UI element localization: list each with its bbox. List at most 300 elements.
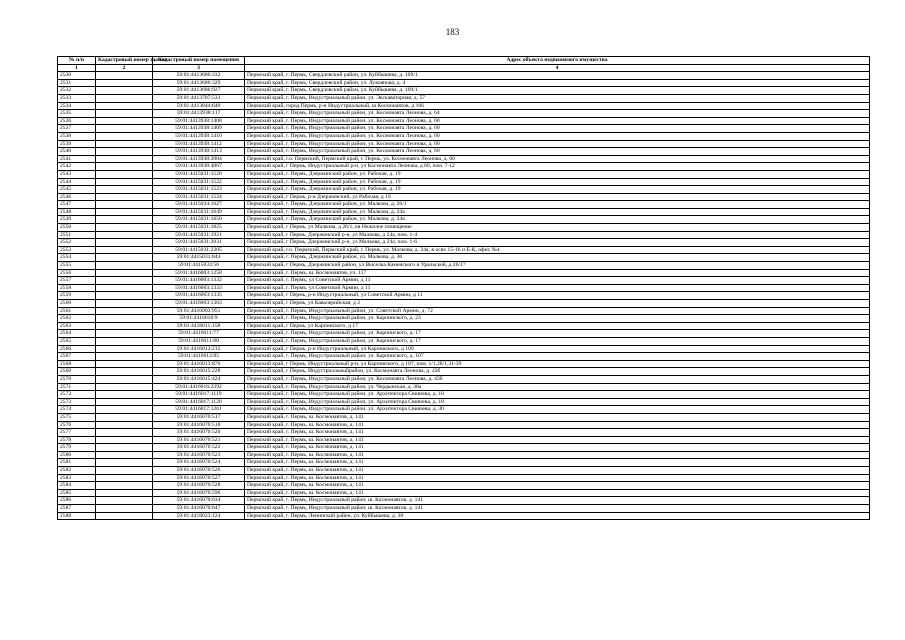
premises-cadastral-cell: 59:01:4416070:647 [153,505,245,513]
building-cadastral-cell [96,315,153,323]
building-cadastral-cell [96,451,153,459]
building-cadastral-cell [96,284,153,292]
premises-cadastral-cell: 59:01:4413938:3904 [153,155,245,163]
address-cell: Пермский край, г. Пермь, Индустриальный район, ул. Карпинского, д. 107 [245,353,870,361]
address-cell: Пермский край, г. Пермь, Индустриальный район, ул. Архитектора Свиязева, д. 30 [245,406,870,414]
building-cadastral-cell [96,383,153,391]
address-cell: Пермский край, г Пермь, р-н Дзержинский, ул Рабочая, д 19 [245,193,870,201]
address-cell: Пермский край, г. Пермь, Индустриальный район, ул. Карпинского, д. 23 [245,315,870,323]
building-cadastral-cell [96,231,153,239]
row-number: 2572 [58,391,96,399]
premises-cadastral-cell: 59:01:4416011:80 [153,337,245,345]
table-row [58,292,870,300]
premises-cadastral-cell: 59:01:4416017:1261 [153,406,245,414]
table-row [58,87,870,95]
address-cell: Пермский край, г. Пермь, Индустриальный район, ул. Космонавта Леонова, д. 60 [245,125,870,133]
building-cadastral-cell [96,79,153,87]
address-cell: Пермский край, г. Пермь, Свердловский район, ул. Куйбышева, д. 169/1 [245,72,870,80]
premises-cadastral-cell: 59:01:4413938:1412 [153,140,245,148]
building-cadastral-cell [96,512,153,520]
table-row [58,451,870,459]
building-cadastral-cell [96,345,153,353]
table-row [58,79,870,87]
address-cell: Пермский край, г Пермь, ул Карпинского, д 17 [245,322,870,330]
premises-cadastral-cell: 59:01:4413844:640 [153,102,245,110]
address-cell: Пермский край, г. Пермь, Индустриальный район, ул. Чердынская, д. 38а [245,383,870,391]
address-cell: Пермский край, г. Пермь, Свердловский район, ул. Куйбышева, д. 169/1 [245,87,870,95]
premises-cadastral-cell: 59:01:4415031:1520 [153,170,245,178]
address-cell: Пермский край, г. Пермь, Индустриальный район, ул. Космонавта Леонова, д. 60 [245,117,870,125]
column-index-row [58,64,870,72]
premises-cadastral-cell: 59:01:4416070:596 [153,489,245,497]
row-number: 2539 [58,140,96,148]
row-number: 2549 [58,216,96,224]
address-cell: Пермский край, г. Пермь, Индустриальный район, ул. Карпинского, д. 17 [245,337,870,345]
building-cadastral-cell [96,421,153,429]
premises-cadastral-cell: 59:01:4416003:1332 [153,277,245,285]
address-cell: Пермский край, г. Пермь, Свердловский район, ул. Лукоянова, д. 4 [245,79,870,87]
row-number: 2534 [58,102,96,110]
premises-cadastral-cell: 59:01:4413686:329 [153,79,245,87]
premises-cadastral-cell: 59:01:4415031:1825 [153,224,245,232]
table-row [58,383,870,391]
table-row [58,284,870,292]
row-number: 2533 [58,94,96,102]
address-cell: Пермский край, г. Пермь, ш. Космонавтов, д. 141 [245,459,870,467]
premises-cadastral-cell: 59:01:4416015:228 [153,368,245,376]
table-row [58,482,870,490]
table-row [58,125,870,133]
premises-cadastral-cell: 59:01:4416017:1119 [153,391,245,399]
building-cadastral-cell [96,254,153,262]
table-row [58,398,870,406]
building-cadastral-cell [96,337,153,345]
row-number: 2547 [58,201,96,209]
table-row [58,117,870,125]
premises-cadastral-cell: 59:01:4416013:876 [153,360,245,368]
building-cadastral-cell [96,178,153,186]
building-cadastral-cell [96,398,153,406]
building-cadastral-cell [96,170,153,178]
address-cell: Пермский край, г. Пермь, ш. Космонавтов, д. 141 [245,467,870,475]
row-number: 2588 [58,512,96,520]
address-cell: Пермский край, г. Пермь, ш. Космонавтов, д. 141 [245,429,870,437]
address-cell: Пермский край, г Пермь, р-н Индустриальный, ул Советской Армии, д 11 [245,292,870,300]
header-row [58,57,870,65]
row-number: 2565 [58,337,96,345]
premises-cadastral-cell: 59:01:4413938:1410 [153,132,245,140]
table-row [58,436,870,444]
building-cadastral-cell [96,368,153,376]
table-row [58,512,870,520]
table-row [58,489,870,497]
table-row [58,208,870,216]
table-row [58,110,870,118]
table-row [58,429,870,437]
address-cell: Пермский край, г. Пермь, Дзержинский район, ул. Рабочая, д. 19 [245,186,870,194]
table-row [58,505,870,513]
premises-cadastral-cell: 59:01:4413938:1413 [153,148,245,156]
table-row [58,307,870,315]
building-cadastral-cell [96,246,153,254]
row-number: 2566 [58,345,96,353]
premises-cadastral-cell: 59:01:4416070:528 [153,482,245,490]
row-number: 2538 [58,132,96,140]
row-number: 2577 [58,429,96,437]
building-cadastral-cell [96,163,153,171]
row-number: 2544 [58,178,96,186]
premises-cadastral-cell: 59:01:4415031:2031 [153,239,245,247]
building-cadastral-cell [96,155,153,163]
row-number: 2568 [58,360,96,368]
premises-cadastral-cell: 59:01:4416003:1258 [153,269,245,277]
building-cadastral-cell [96,94,153,102]
premises-cadastral-cell: 59:01:4416015:424 [153,375,245,383]
building-cadastral-cell [96,117,153,125]
table-row [58,337,870,345]
row-number: 2586 [58,497,96,505]
address-cell: Пермский край, г Пермь, ул Кавалерийская, д 2 [245,300,870,308]
address-cell: Пермский край, г. Пермь, Ленинский район, ул. Куйбышева, д. 38 [245,512,870,520]
premises-cadastral-cell: 59:01:4416013:85 [153,353,245,361]
premises-cadastral-cell: 59:01:4416070:524 [153,459,245,467]
row-number: 2558 [58,284,96,292]
row-number: 2535 [58,110,96,118]
table-row [58,132,870,140]
row-number: 2582 [58,467,96,475]
table-row [58,315,870,323]
premises-cadastral-cell: 59:01:4416070:526 [153,467,245,475]
table-row [58,421,870,429]
premises-cadastral-cell: 59:01:4415031:2205 [153,246,245,254]
premises-cadastral-cell: 59:01:4416070:517 [153,413,245,421]
address-cell: Пермский край, г. Пермь, Индустриальный район, ул. Экскаваторная, д. 57 [245,94,870,102]
table-row [58,224,870,232]
row-number: 2542 [58,163,96,171]
table-row [58,163,870,171]
building-cadastral-cell [96,406,153,414]
building-cadastral-cell [96,436,153,444]
premises-cadastral-cell: 59:01:4416003:1363 [153,300,245,308]
header-num: № п/п [58,57,96,65]
address-cell: Пермский край, г Пермь, Индустриальныйрайон, ул. Космонавта Леонова, д. 43б [245,368,870,376]
row-number: 2557 [58,277,96,285]
address-cell: Пермский край, г. Пермь, ул Советской Армии, д 11 [245,277,870,285]
building-cadastral-cell [96,140,153,148]
building-cadastral-cell [96,429,153,437]
row-number: 2530 [58,72,96,80]
address-cell: Пермский край, г. Пермь, Индустриальный район, ул. Космонавта Леонова, д. 60 [245,140,870,148]
premises-cadastral-cell: 59:01:4416070:527 [153,474,245,482]
row-number: 2555 [58,262,96,270]
building-cadastral-cell [96,208,153,216]
row-number: 2546 [58,193,96,201]
premises-cadastral-cell: 59:01:4416070:523 [153,451,245,459]
table-row [58,406,870,414]
header-building-cadastral: Кадастровый номер здания [96,57,153,65]
premises-cadastral-cell: 59:01:4416070:521 [153,436,245,444]
row-number: 2559 [58,292,96,300]
row-number: 2570 [58,375,96,383]
building-cadastral-cell [96,125,153,133]
building-cadastral-cell [96,300,153,308]
address-cell: Пермский край, г. Пермь, Индустриальный район, ул. Советской Армии, д. 72 [245,307,870,315]
column-index: 1 [58,64,96,72]
premises-cadastral-cell: 59:01:4413938:4067 [153,163,245,171]
premises-cadastral-cell: 59:01:4418023:124 [153,512,245,520]
premises-cadastral-cell: 59:01:4416003:951 [153,307,245,315]
row-number: 2569 [58,368,96,376]
row-number: 2573 [58,398,96,406]
row-number: 2584 [58,482,96,490]
building-cadastral-cell [96,413,153,421]
address-cell: Пермский край, г Пермь, Индустриальный р-н, ул Космонавта Леонова, д 60, пом. 7-12 [245,163,870,171]
building-cadastral-cell [96,201,153,209]
premises-cadastral-cell: 59:01:4416003:1333 [153,284,245,292]
row-number: 2540 [58,148,96,156]
property-registry-table [57,56,870,520]
table-row [58,300,870,308]
premises-cadastral-cell: 59:01:4413686:332 [153,72,245,80]
table-row [58,72,870,80]
row-number: 2576 [58,421,96,429]
table-row [58,360,870,368]
table-row [58,170,870,178]
row-number: 2581 [58,459,96,467]
premises-cadastral-cell: 59:01:4413938:1409 [153,125,245,133]
row-number: 2587 [58,505,96,513]
header-address: Адрес объекта недвижимого имущества [245,57,870,65]
table-row [58,246,870,254]
row-number: 2578 [58,436,96,444]
table-row [58,345,870,353]
address-cell: Пермский край, г. Пермь, Дзержинский район, ул. Малкова, д. 30 [245,254,870,262]
building-cadastral-cell [96,102,153,110]
address-cell: Пермский край, г. Пермь, Дзержинский район, ул. Рабочая, д. 19 [245,178,870,186]
address-cell: Пермский край, г Пермь, Индустриальный р-н, ул Карпинского, д 107, пом. 1/1,28/1,31-39 [245,360,870,368]
table-row [58,231,870,239]
address-cell: Пермский край, г. Пермь, Индустриальный район, ул. Космонавта Леонова, д. 60 [245,132,870,140]
building-cadastral-cell [96,72,153,80]
address-cell: Пермский край, г. Пермь, ш. Космонавтов, д. 141 [245,482,870,490]
column-index: 4 [245,64,870,72]
address-cell: Пермский край, г.о. Пермский, Пермский край, г. Пермь, ул. Космонавта Леонова, д. 60 [245,155,870,163]
premises-cadastral-cell: 59:01:4416003:1335 [153,292,245,300]
address-cell: Пермский край, г. Пермь, Индустриальный район, ул. Карпинского, д. 17 [245,330,870,338]
building-cadastral-cell [96,224,153,232]
address-cell: Пермский край, г. Пермь, Дзержинский район, ул. Малкова, д. 24а [245,208,870,216]
address-cell: Пермский край, г. Пермь, Индустриальный район, ш. Космонавтов, д. 141 [245,497,870,505]
row-number: 2567 [58,353,96,361]
table-body [58,72,870,520]
address-cell: Пермский край, г.о. Пермский, Пермский край, г. Пермь, ул. Малкова, д. 24а, в осях 15-16 и Е-К, офис №4 [245,246,870,254]
building-cadastral-cell [96,391,153,399]
table-row [58,330,870,338]
row-number: 2560 [58,300,96,308]
address-cell: Пермский край, г. Пермь, Дзержинский район, ул. Малкова, д. 26/1 [245,201,870,209]
premises-cadastral-cell: 59:01:4416016:2392 [153,383,245,391]
building-cadastral-cell [96,467,153,475]
row-number: 2574 [58,406,96,414]
table-row [58,444,870,452]
address-cell: Пермский край, г. Пермь, Индустриальный район, ул. Космонавта Леонова, д. 60 [245,148,870,156]
premises-cadastral-cell: 59:01:4415033:56 [153,262,245,270]
building-cadastral-cell [96,269,153,277]
row-number: 2564 [58,330,96,338]
address-cell: Пермский край, г. Пермь, Индустриальный район, ул. Архитектора Свиязева, д. 18 [245,391,870,399]
row-number: 2579 [58,444,96,452]
building-cadastral-cell [96,307,153,315]
address-cell: Пермский край, г. Пермь, ш. Космонавтов, уч. 117 [245,269,870,277]
table-row [58,459,870,467]
building-cadastral-cell [96,360,153,368]
row-number: 2575 [58,413,96,421]
building-cadastral-cell [96,186,153,194]
premises-cadastral-cell: 59:01:4416070:518 [153,421,245,429]
address-cell: Пермский край, г. Пермь, ш. Космонавтов, д. 141 [245,413,870,421]
premises-cadastral-cell: 59:01:4415031:844 [153,254,245,262]
row-number: 2551 [58,231,96,239]
row-number: 2563 [58,322,96,330]
address-cell: Пермский край, г. Пермь, Индустриальный район, ул. Космонавта Леонова, д. 43б [245,375,870,383]
address-cell: Пермский край, город Пермь, р-н Индустриальный, ш Космонавтов, д 166 [245,102,870,110]
premises-cadastral-cell: 59:01:4416011:77 [153,330,245,338]
column-index: 2 [96,64,153,72]
row-number: 2537 [58,125,96,133]
table-row [58,148,870,156]
address-cell: Пермский край, г. Пермь, ш. Космонавтов, д. 141 [245,421,870,429]
table-row [58,375,870,383]
address-cell: Пермский край, г. Пермь, Индустриальный район, ш. Космонавтов, д. 141 [245,505,870,513]
table-row [58,140,870,148]
address-cell: Пермский край, г. Пермь, Дзержинский район, ул. Малкова, д. 24а [245,216,870,224]
row-number: 2571 [58,383,96,391]
table-row [58,216,870,224]
premises-cadastral-cell: 59:01:4415031:1649 [153,208,245,216]
row-number: 2556 [58,269,96,277]
table-row [58,102,870,110]
building-cadastral-cell [96,277,153,285]
table-row [58,254,870,262]
row-number: 2536 [58,117,96,125]
premises-cadastral-cell: 59:01:4415031:1523 [153,186,245,194]
address-cell: Пермский край, г. Пермь, ш. Космонавтов, д. 141 [245,436,870,444]
building-cadastral-cell [96,193,153,201]
address-cell: Пермский край, г. Пермь, ш. Космонавтов, д. 141 [245,489,870,497]
table-row [58,353,870,361]
premises-cadastral-cell: 59:01:4413686:927 [153,87,245,95]
premises-cadastral-cell: 59:01:4413787:533 [153,94,245,102]
building-cadastral-cell [96,444,153,452]
address-cell: Пермский край, г. Пермь, ш. Космонавтов, д. 141 [245,444,870,452]
table-row [58,497,870,505]
address-cell: Пермский край, г Пермь, р-н Индустриальный, ул Карпинского, д 109 [245,345,870,353]
table-row [58,155,870,163]
address-cell: Пермский край, г. Пермь, ш. Космонавтов, д. 141 [245,474,870,482]
table-row [58,391,870,399]
premises-cadastral-cell: 59:01:4416070:520 [153,429,245,437]
building-cadastral-cell [96,482,153,490]
building-cadastral-cell [96,216,153,224]
header-premises-cadastral: Кадастровый номер помещения [153,57,245,65]
premises-cadastral-cell: 59:01:4415031:1524 [153,193,245,201]
row-number: 2548 [58,208,96,216]
building-cadastral-cell [96,132,153,140]
premises-cadastral-cell: 59:01:4416010:9 [153,315,245,323]
column-index: 3 [153,64,245,72]
row-number: 2585 [58,489,96,497]
building-cadastral-cell [96,262,153,270]
table-row [58,368,870,376]
address-cell: Пермский край, г. Пермь, Индустриальный район, ул. Космонавта Леонова, д. 64 [245,110,870,118]
row-number: 2545 [58,186,96,194]
table-row [58,277,870,285]
row-number: 2562 [58,315,96,323]
premises-cadastral-cell: 59:01:4415031:1921 [153,231,245,239]
address-cell: Пермский край, г. Пермь, Индустриальный район, ул. Архитектора Свиязева, д. 18 [245,398,870,406]
premises-cadastral-cell: 59:01:4416017:1120 [153,398,245,406]
row-number: 2543 [58,170,96,178]
premises-cadastral-cell: 59:01:4416070:522 [153,444,245,452]
building-cadastral-cell [96,110,153,118]
building-cadastral-cell [96,474,153,482]
row-number: 2541 [58,155,96,163]
address-cell: Пермский край, г Пермь, ул Малкова, д 26/1, кв Нежилое помещение [245,224,870,232]
row-number: 2531 [58,79,96,87]
building-cadastral-cell [96,489,153,497]
table-row [58,201,870,209]
table-row [58,239,870,247]
row-number: 2583 [58,474,96,482]
premises-cadastral-cell: 59:01:4413938:117 [153,110,245,118]
address-cell: Пермский край, г Пермь, Дзержинский район, ул Выселка Каменского и Уральской, д 26/17 [245,262,870,270]
row-number: 2561 [58,307,96,315]
table-row [58,186,870,194]
row-number: 2580 [58,451,96,459]
table-row [58,178,870,186]
building-cadastral-cell [96,353,153,361]
building-cadastral-cell [96,505,153,513]
table-row [58,413,870,421]
address-cell: Пермский край, г. Пермь, ш. Космонавтов, д. 141 [245,451,870,459]
building-cadastral-cell [96,459,153,467]
table-row [58,262,870,270]
row-number: 2550 [58,224,96,232]
premises-cadastral-cell: 59:01:4415031:1650 [153,216,245,224]
building-cadastral-cell [96,87,153,95]
building-cadastral-cell [96,330,153,338]
building-cadastral-cell [96,375,153,383]
premises-cadastral-cell: 59:01:4416070:634 [153,497,245,505]
premises-cadastral-cell: 59:01:4416011:158 [153,322,245,330]
table-row [58,322,870,330]
premises-cadastral-cell: 59:01:4416013:215 [153,345,245,353]
row-number: 2553 [58,246,96,254]
row-number: 2552 [58,239,96,247]
table-row [58,474,870,482]
row-number: 2532 [58,87,96,95]
table-row [58,269,870,277]
building-cadastral-cell [96,292,153,300]
table-row [58,193,870,201]
address-cell: Пермский край, г. Пермь, ул Советской Армии, д 11 [245,284,870,292]
premises-cadastral-cell: 59:01:4413938:1408 [153,117,245,125]
building-cadastral-cell [96,239,153,247]
table-row [58,467,870,475]
building-cadastral-cell [96,148,153,156]
building-cadastral-cell [96,497,153,505]
premises-cadastral-cell: 59:01:4415034:1627 [153,201,245,209]
